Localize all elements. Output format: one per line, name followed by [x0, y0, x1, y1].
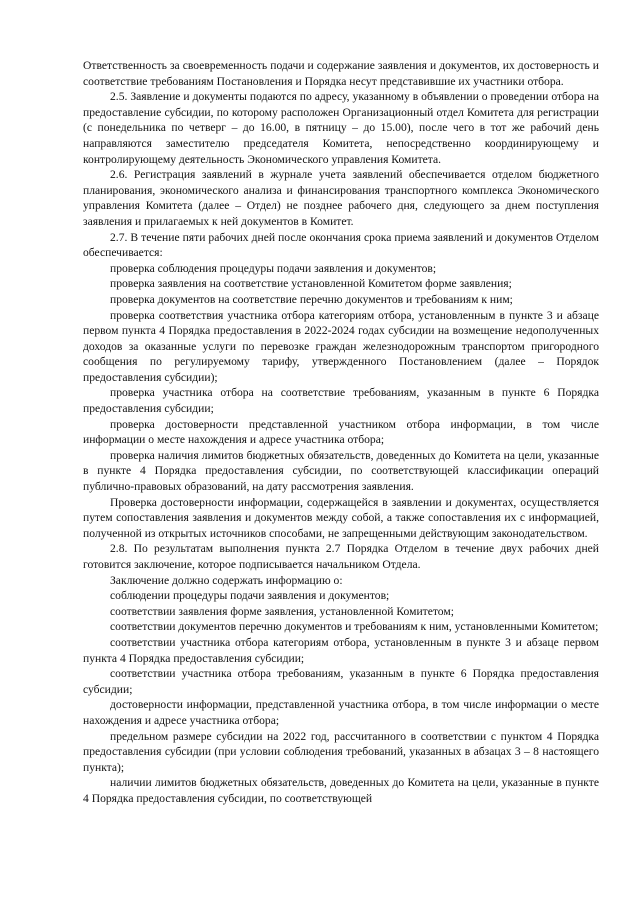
list-item: предельном размере субсидии на 2022 год, рассчитанного в соответствии с пунктом 4 Порядка предоставления субсидии (при условии соблюдения требований, указанных в абзацах 3 – 8 настоящего пункта); [83, 729, 599, 774]
list-item: проверка заявления на соответствие установленной Комитетом форме заявления; [110, 277, 512, 291]
paragraph-2-6: 2.6. Регистрация заявлений в журнале учета заявлений обеспечивается отделом бюджетного планирования, экономического анализа и финансирования транспортного комплекса Экономического управления Комитета (далее – Отдел) не позднее рабочего дня, следующего за днем поступления заявления и прилагаемых к ней документов в Комитет. [83, 168, 599, 228]
list-item: достоверности информации, представленной участника отбора, в том числе информации о месте нахождения и адресе участника отбора; [83, 698, 599, 727]
list-item: соответствии документов перечню документов и требованиям к ним, установленными Комитетом; [110, 620, 599, 634]
document-page [83, 58, 599, 807]
list-item: соответствии участника отбора категориям отбора, установленным в пункте 3 и абзаце первом пункта 4 Порядка предоставления субсидии; [83, 635, 599, 665]
list-item: проверка документов на соответствие перечню документов и требованиям к ним; [110, 292, 513, 306]
list-item: проверка достоверности представленной участником отбора информации, в том числе информации о месте нахождения и адресе участника отбора; [83, 417, 599, 447]
paragraph-responsibility: Ответственность за своевременность подачи и содержание заявления и документов, их достоверность и соответствие требованиям Постановления и Порядка несут представившие их участники отбора. [83, 59, 599, 88]
list-item: соблюдении процедуры подачи заявления и документов; [110, 589, 390, 603]
list-item: проверка участника отбора на соответствие требованиям, указанным в пункте 6 Порядка предоставления субсидии; [83, 386, 599, 416]
list-item: соответствии заявления форме заявления, установленной Комитетом; [110, 604, 454, 618]
list-item: проверка наличия лимитов бюджетных обязательств, доведенных до Комитета на цели, указанные в пункте 4 Порядка предоставления субсидии, по соответствующей классификации операций публично-правовых образований, на дату рассмотрения заявления. [83, 448, 599, 494]
paragraph-verification: Проверка достоверности информации, содержащейся в заявлении и документах, осуществляется путем сопоставления заявления и документов между собой, а также сопоставления их с информацией, полученной из открытых источников способами, не запрещенными действующим законодательством. [83, 495, 599, 540]
paragraph-conclusion-intro: Заключение должно содержать информацию о: [110, 573, 343, 587]
paragraph-2-5: 2.5. Заявление и документы подаются по адресу, указанному в объявлении о проведении отбора на предоставление субсидии, по которому расположен Организационный отдел Комитета для регистрации (с понедельника по четверг – до 16.00, в пятницу – до 15.00), после чего в тот же рабочий день направляются заместителю председателя Комитета, непосредственно координирующему и контролирующему деятельность Экономического управления Комитета. [83, 90, 599, 166]
paragraph-2-7: 2.7. В течение пяти рабочих дней после окончания срока приема заявлений и документов Отделом обеспечивается: [83, 230, 599, 260]
list-item: проверка соответствия участника отбора категориям отбора, установленным в пункте 3 и абзаце первом пункта 4 Порядка предоставления в 2022-2024 годах субсидии на возмещение недополученных доходов за оказанные услуги по перевозке граждан железнодорожным транспортом пригородного сообщения по регулируемому тарифу, утвержденного Постановлением (далее – Порядок предоставления субсидии); [83, 308, 599, 384]
paragraph-2-8: 2.8. По результатам выполнения пункта 2.7 Порядка Отделом в течение двух рабочих дней готовится заключение, которое подписывается начальником Отдела. [83, 542, 599, 571]
list-item: проверка соблюдения процедуры подачи заявления и документов; [110, 261, 437, 275]
list-item: соответствии участника отбора требованиям, указанным в пункте 6 Порядка предоставления субсидии; [83, 667, 599, 696]
list-item: наличии лимитов бюджетных обязательств, доведенных до Комитета на цели, указанные в пункте 4 Порядка предоставления субсидии, по соответствующей [83, 776, 599, 805]
